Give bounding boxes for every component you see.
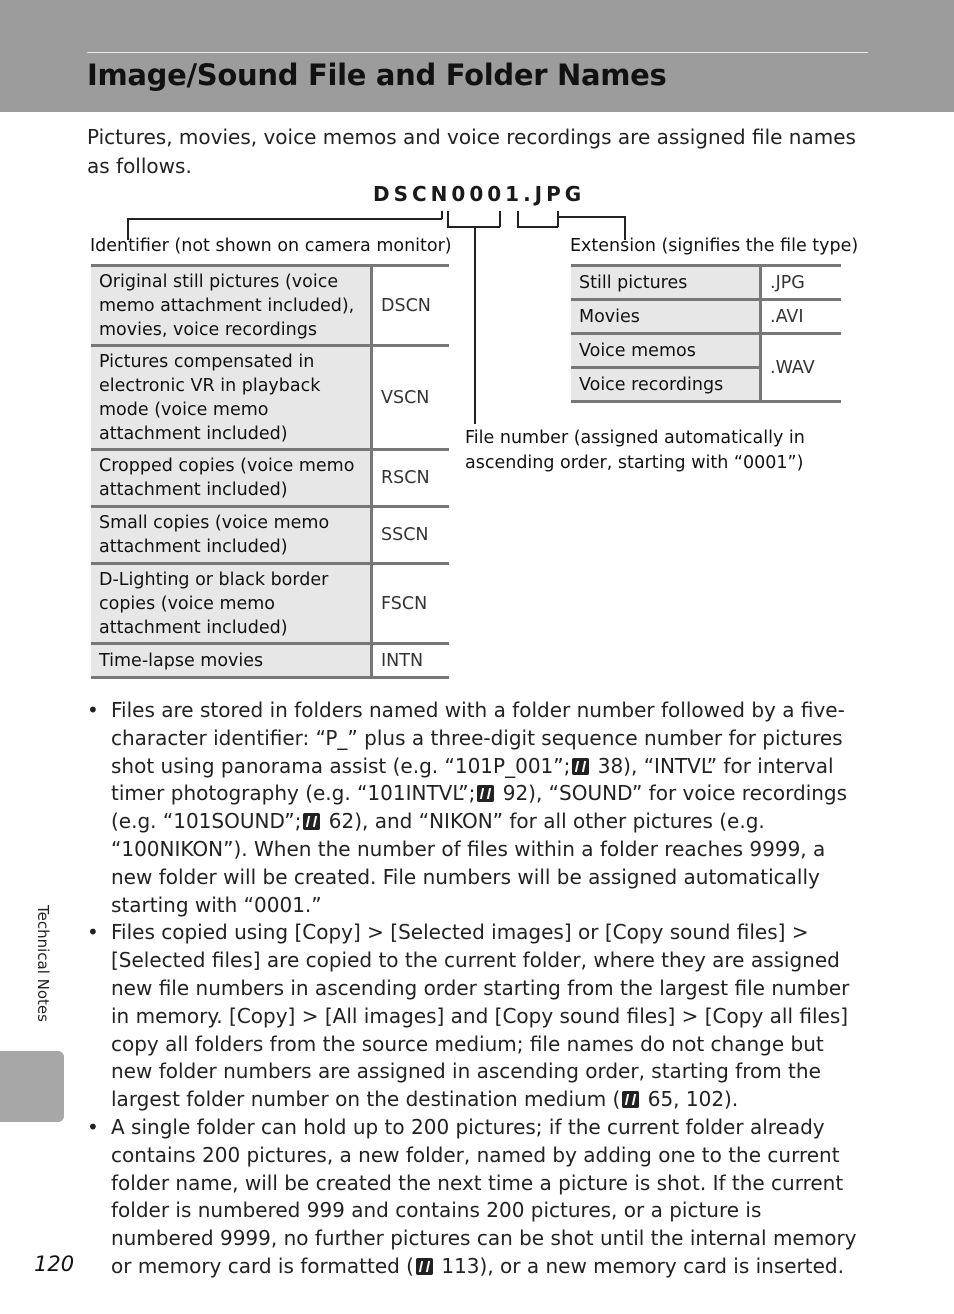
- table-row: [91, 450, 449, 507]
- identifier-table: [91, 264, 449, 679]
- identifier-desc: Small copies (voice memo attachment included): [91, 507, 372, 564]
- bullet-text: Files copied using [Copy] > [Selected images] or [Copy sound files] > [Selected files] are copied to the current folder, where they are assigned new file numbers in ascending order starting from the largest file number in memory. [Copy] > [All images] and [Copy sound files] > [Copy all files] copy all folders from the source medium; file names do not change but new folder numbers are assigned in ascending order, starting from the largest folder number on the destination medium (: [111, 920, 850, 1112]
- extension-table: [571, 264, 841, 403]
- filenumber-bracket-left: [447, 211, 449, 227]
- filenumber-bracket-right: [499, 211, 501, 227]
- filename-example: DSCN0001.JPG: [373, 182, 586, 206]
- bullet-text: 113), or a new memory card is inserted.: [434, 1253, 844, 1278]
- list-item: [87, 1114, 867, 1281]
- section-tab: [0, 1051, 64, 1122]
- bullet-text: 38), “INTVL” for interval timer photography (e.g. “101INTVL”;: [111, 753, 834, 806]
- identifier-desc: Cropped copies (voice memo attachment included): [91, 450, 372, 507]
- filenumber-label: File number (assigned automatically in ascending order, starting with “0001”): [465, 428, 805, 473]
- extension-code: .AVI: [761, 300, 842, 334]
- page-reference-icon: [303, 813, 320, 830]
- intro-text: Pictures, movies, voice memos and voice recordings are assigned file names as follows.: [87, 125, 856, 178]
- extension-code: .JPG: [761, 266, 842, 300]
- filenumber-connector: [474, 226, 476, 424]
- extension-desc: Movies: [571, 300, 761, 334]
- table-row: [91, 564, 449, 644]
- table-row: [91, 644, 449, 678]
- section-side-label: Technical Notes: [34, 905, 52, 1022]
- table-row: [571, 266, 841, 300]
- page-number: 120: [34, 1252, 75, 1276]
- identifier-bracket-right: [441, 211, 443, 219]
- page-reference-icon: [622, 1091, 639, 1108]
- bullet-text: Files are stored in folders named with a folder number followed by a five-character identifier: “P_” plus a three-digit sequence number for pictures shot using panorama assist (e.g. “101P_001”;: [111, 698, 845, 778]
- list-item: [87, 919, 867, 1114]
- identifier-code: SSCN: [372, 507, 450, 564]
- identifier-bracket-horizontal: [127, 218, 442, 220]
- bullet-text: 65, 102).: [641, 1087, 739, 1112]
- header-band: [0, 0, 954, 112]
- identifier-code: VSCN: [372, 346, 450, 450]
- table-row: [571, 300, 841, 334]
- extension-desc: Still pictures: [571, 266, 761, 300]
- identifier-code: RSCN: [372, 450, 450, 507]
- table-row: [91, 346, 449, 450]
- bullet-text: A single folder can hold up to 200 pictures; if the current folder already contains 200 pictures, a new folder, named by adding one to the current folder name, will be created the next time a picture is shot. If the current folder is numbered 999 and contains 200 pictures, or a picture is numbered 9999, no further pictures can be shot until the internal memory or memory card is formatted (: [111, 1114, 857, 1278]
- identifier-desc: D-Lighting or black border copies (voice memo attachment included): [91, 564, 372, 644]
- page-reference-icon: [572, 758, 589, 775]
- bullet-text: 62), and “NIKON” for all other pictures (e.g. “100NIKON”). When the number of files within a folder reaches 9999, a new folder will be created. File numbers will be assigned automatically starting with “0001.”: [111, 809, 826, 917]
- extension-label: Extension (signifies the file type): [570, 236, 859, 256]
- header-rule: [87, 52, 868, 53]
- extension-bracket-horizontal: [517, 226, 558, 228]
- list-item: [87, 697, 867, 919]
- identifier-code: DSCN: [372, 266, 450, 346]
- extension-bracket-right: [557, 211, 559, 227]
- extension-code: .WAV: [761, 334, 842, 402]
- page-reference-icon: [416, 1258, 433, 1275]
- extension-desc: Voice memos: [571, 334, 761, 368]
- identifier-code: FSCN: [372, 564, 450, 644]
- bullet-text: 92), “SOUND” for voice recordings (e.g. “101SOUND”;: [111, 781, 848, 834]
- extension-bracket-left: [517, 211, 519, 227]
- table-row: [571, 334, 841, 368]
- notes-list: [87, 697, 867, 1281]
- identifier-code: INTN: [372, 644, 450, 678]
- identifier-label: Identifier (not shown on camera monitor): [90, 236, 452, 256]
- page-title: Image/Sound File and Folder Names: [87, 58, 667, 92]
- identifier-desc: Pictures compensated in electronic VR in playback mode (voice memo attachment included): [91, 346, 372, 450]
- table-row: [91, 507, 449, 564]
- page-reference-icon: [477, 785, 494, 802]
- extension-top-line: [557, 216, 625, 218]
- identifier-desc: Time-lapse movies: [91, 644, 372, 678]
- table-row: [91, 266, 449, 346]
- identifier-desc: Original still pictures (voice memo attachment included), movies, voice recordings: [91, 266, 372, 346]
- extension-desc: Voice recordings: [571, 368, 761, 402]
